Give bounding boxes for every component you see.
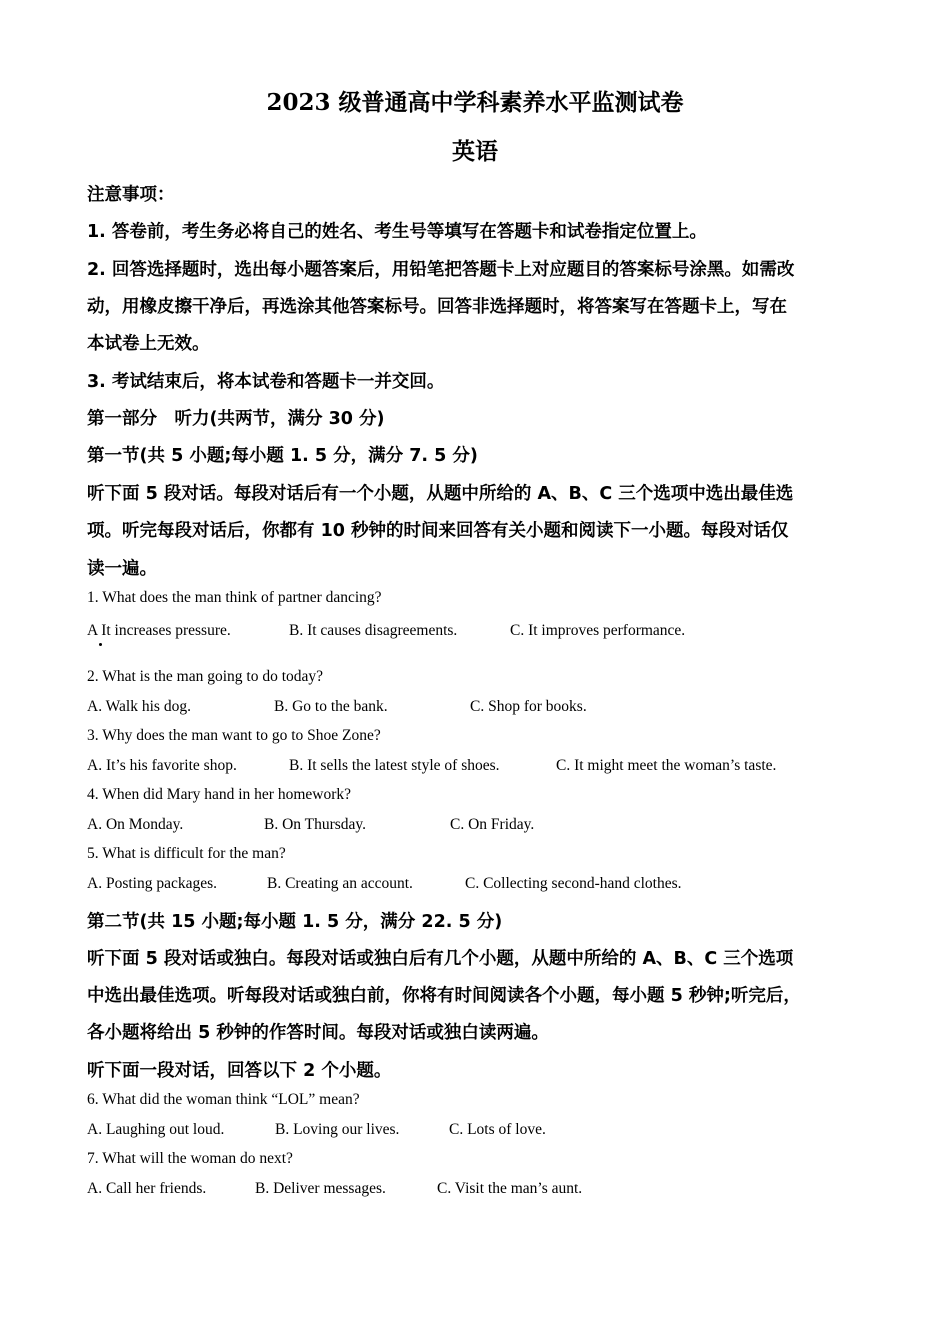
question-6-option-b: B. Loving our lives. [275,1121,400,1138]
note-item-3: 3. 考试结束后，将本试卷和答题卡一并交回。 [87,372,445,392]
note-item-1: 1. 答卷前，考生务必将自己的姓名、考生号等填写在答题卡和试卷指定位置上。 [87,222,707,242]
notes-heading: 注意事项： [87,185,175,205]
question-5-option-b: B. Creating an account. [267,875,413,892]
section1-instruction-line-2: 项。听完每段对话后，你都有 10 秒钟的时间来回答有关小题和阅读下一小题。每段对话仅 [87,521,789,541]
question-1-option-b: B. It causes disagreements. [289,622,458,639]
dialogue-group-1-instruction: 听下面一段对话，回答以下 2 个小题。 [87,1061,392,1081]
question-3-option-c: C. It might meet the woman’s taste. [556,757,777,774]
question-4: 4. When did Mary hand in her homework? [87,786,352,803]
section2-heading: 第二节(共 15 小题;每小题 1. 5 分，满分 22. 5 分) [87,912,503,932]
question-1: 1. What does the man think of partner dancing? [87,589,382,606]
question-3-option-b: B. It sells the latest style of shoes. [289,757,500,774]
question-6-option-c: C. Lots of love. [449,1121,546,1138]
question-4-option-c: C. On Friday. [450,816,535,833]
question-7-option-a: A. Call her friends. [87,1180,207,1197]
section1-instruction-line-1: 听下面 5 段对话。每段对话后有一个小题，从题中所给的 A、B、C 三个选项中选出最佳选 [87,484,794,504]
question-4-option-b: B. On Thursday. [264,816,367,833]
question-5-option-c: C. Collecting second-hand clothes. [465,875,682,892]
question-7: 7. What will the woman do next? [87,1150,293,1167]
subject-title: 英语 [452,138,498,165]
question-6-option-a: A. Laughing out loud. [87,1121,225,1138]
part1-heading: 第一部分 听力(共两节，满分 30 分) [87,409,385,429]
question-5-option-a: A. Posting packages. [87,875,218,892]
exam-title: 2023 级普通高中学科素养水平监测试卷 [266,89,684,116]
question-2: 2. What is the man going to do today? [87,668,324,685]
section1-heading: 第一节(共 5 小题;每小题 1. 5 分，满分 7. 5 分) [87,446,478,466]
question-5: 5. What is difficult for the man? [87,845,286,862]
section2-instruction-line-1: 听下面 5 段对话或独白。每段对话或独白后有几个小题，从题中所给的 A、B、C 三个选项 [87,949,794,969]
decimal-dot-mark [99,643,102,646]
note-item-2-line-2: 动，用橡皮擦干净后，再选涂其他答案标号。回答非选择题时，将答案写在答题卡上，写在 [87,297,787,317]
question-2-option-b: B. Go to the bank. [274,698,388,715]
question-3-option-a: A. It’s his favorite shop. [87,757,237,774]
section2-instruction-line-3: 各小题将给出 5 秒钟的作答时间。每段对话或独白读两遍。 [87,1023,549,1043]
question-2-option-a: A. Walk his dog. [87,698,191,715]
note-item-2-line-1: 2. 回答选择题时，选出每小题答案后，用铅笔把答题卡上对应题目的答案标号涂黑。如需改 [87,260,795,280]
section2-instruction-line-2: 中选出最佳选项。听每段对话或独白前，你将有时间阅读各个小题，每小题 5 秒钟;听完后， [87,986,801,1006]
question-3: 3. Why does the man want to go to Shoe Zone? [87,727,381,744]
question-1-option-c: C. It improves performance. [510,622,686,639]
question-6: 6. What did the woman think “LOL” mean? [87,1091,360,1108]
question-1-option-a: A It increases pressure. [87,622,231,639]
section1-instruction-line-3: 读一遍。 [87,559,157,579]
question-2-option-c: C. Shop for books. [470,698,587,715]
question-7-option-b: B. Deliver messages. [255,1180,386,1197]
question-7-option-c: C. Visit the man’s aunt. [437,1180,583,1197]
note-item-2-line-3: 本试卷上无效。 [87,334,210,354]
question-4-option-a: A. On Monday. [87,816,184,833]
